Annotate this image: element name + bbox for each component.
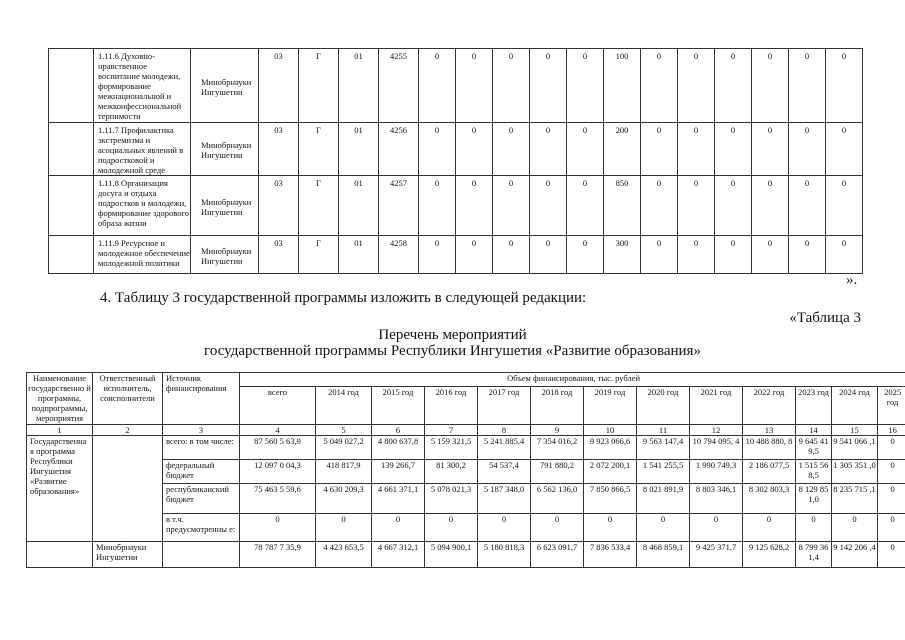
funding-value: 9 923 066,6: [584, 436, 637, 460]
funding-value: 9 563 147,4: [637, 436, 690, 460]
value-cell: 0: [530, 123, 567, 176]
funding-value: 75 463 5 59,6: [240, 484, 316, 514]
funding-value: 5 187 348,0: [478, 484, 531, 514]
header-year: 2024 год: [832, 387, 878, 425]
column-number: 12: [690, 425, 743, 436]
funding-value: 5 159 321,5: [425, 436, 478, 460]
column-number: 14: [796, 425, 832, 436]
value-cell: 0: [456, 236, 493, 274]
column-number: 10: [584, 425, 637, 436]
funding-value: 1 541 255,5: [637, 460, 690, 484]
column-number: 16: [878, 425, 905, 436]
measure-name: 1.11.9 Ресурсное и молодежное обеспечение молодежной политики: [94, 236, 191, 274]
responsible-executor: Минобрнауки Ингушетии: [191, 49, 259, 123]
value-cell: 0: [826, 236, 863, 274]
value-cell: 0: [419, 49, 456, 123]
funding-value: 0: [690, 514, 743, 542]
header-year: 2021 год: [690, 387, 743, 425]
funding-value: 4 800 637,8: [372, 436, 425, 460]
code-cell: 01: [339, 123, 379, 176]
top-table-row: [49, 123, 863, 176]
funding-value: 0: [743, 514, 796, 542]
executor-value: 9 425 371,7: [690, 542, 743, 568]
column-number: 3: [163, 425, 240, 436]
value-cell: 0: [715, 49, 752, 123]
header-year: 2015 год: [372, 387, 425, 425]
funding-value: 0: [425, 514, 478, 542]
column-number: 13: [743, 425, 796, 436]
funding-value: 0: [478, 514, 531, 542]
top-table-row: [49, 176, 863, 236]
value-cell: 0: [493, 123, 530, 176]
measure-name: 1.11.7 Профилактика экстремизма и асоциальных явлений в подростковой и молодежной среде: [94, 123, 191, 176]
header-year: 2018 год: [531, 387, 584, 425]
value-cell: 0: [715, 123, 752, 176]
value-cell: 0: [493, 176, 530, 236]
funding-value: 418 817,9: [316, 460, 372, 484]
funding-value: 81 300,2: [425, 460, 478, 484]
value-cell: 0: [715, 176, 752, 236]
value-cell: 0: [826, 49, 863, 123]
value-cell: 0: [567, 123, 604, 176]
code-cell: 03: [259, 123, 299, 176]
funding-value: 10 794 095, 4: [690, 436, 743, 460]
column-number: 15: [832, 425, 878, 436]
funding-value: 0: [878, 514, 905, 542]
funding-value: 139 266,7: [372, 460, 425, 484]
funding-value: 0: [372, 514, 425, 542]
value-cell: 0: [826, 123, 863, 176]
code-cell: 01: [339, 236, 379, 274]
funding-row: [27, 436, 905, 460]
funding-value: 0: [316, 514, 372, 542]
funding-source: в т.ч. предусмотренны е:: [163, 514, 240, 542]
value-cell: 0: [530, 236, 567, 274]
value-cell: 0: [530, 176, 567, 236]
top-blank-cell: [49, 176, 94, 236]
responsible-executor: Минобрнауки Ингушетии: [191, 176, 259, 236]
funding-value: 4 630 209,3: [316, 484, 372, 514]
table-label: «Таблица 3: [789, 310, 861, 326]
value-cell: 0: [567, 176, 604, 236]
funding-value: 0: [240, 514, 316, 542]
amendment-paragraph: 4. Таблицу 3 государственной программы изложить в следующей редакции:: [100, 290, 587, 306]
column-number: 4: [240, 425, 316, 436]
value-cell: 0: [789, 49, 826, 123]
funding-value: 8 129 85 1,0: [796, 484, 832, 514]
main-table: [26, 372, 905, 568]
code-cell: Г: [299, 49, 339, 123]
code-cell: Г: [299, 123, 339, 176]
code-cell: Г: [299, 236, 339, 274]
column-number: 2: [93, 425, 163, 436]
code-cell: 01: [339, 176, 379, 236]
value-cell: 0: [530, 49, 567, 123]
funding-source: федеральный бюджет: [163, 460, 240, 484]
funding-value: 1 515 56 8,5: [796, 460, 832, 484]
funding-value: 6 562 136,0: [531, 484, 584, 514]
header-year: 2020 год: [637, 387, 690, 425]
header-source: Источник финансирования: [163, 373, 240, 425]
quote-end: ».: [846, 272, 858, 288]
column-number: 7: [425, 425, 478, 436]
value-cell: 0: [752, 236, 789, 274]
column-number: 11: [637, 425, 690, 436]
top-table: [48, 48, 863, 274]
funding-value: 8 235 715 ,1: [832, 484, 878, 514]
value-cell: 0: [715, 236, 752, 274]
code-cell: 4255: [379, 49, 419, 123]
value-cell: 0: [789, 176, 826, 236]
funding-value: 0: [878, 484, 905, 514]
header-total: всего: [240, 387, 316, 425]
funding-value: 1 305 351 ,0: [832, 460, 878, 484]
code-cell: 4257: [379, 176, 419, 236]
value-cell: 0: [493, 49, 530, 123]
value-cell: 0: [493, 236, 530, 274]
funding-source: республиканский бюджет: [163, 484, 240, 514]
executor-name: Минобрнауки Ингушетии: [93, 542, 163, 568]
code-cell: 4256: [379, 123, 419, 176]
value-cell: 0: [678, 49, 715, 123]
header-year: 2025 год: [878, 387, 905, 425]
responsible-executor: Минобрнауки Ингушетии: [191, 123, 259, 176]
funding-value: 2 072 200,1: [584, 460, 637, 484]
funding-value: 8 302 803,3: [743, 484, 796, 514]
top-table-row: [49, 236, 863, 274]
funding-value: 8 021 891,9: [637, 484, 690, 514]
value-cell: 850: [604, 176, 641, 236]
table-title-line2: государственной программы Республики Ингушетия «Развитие образования»: [204, 343, 701, 359]
executor-value: 9 142 206 ,4: [832, 542, 878, 568]
funding-value: 0: [531, 514, 584, 542]
value-cell: 0: [789, 236, 826, 274]
header-year: 2019 год: [584, 387, 637, 425]
executor-value: 7 836 533,4: [584, 542, 637, 568]
value-cell: 0: [419, 176, 456, 236]
value-cell: 0: [752, 176, 789, 236]
value-cell: 0: [456, 123, 493, 176]
measure-name: 1.11.6 Духовно-нравственное воспитание молодежи, формирование межнациональной и межконфессиональной терпимости: [94, 49, 191, 123]
value-cell: 100: [604, 49, 641, 123]
funding-value: 0: [878, 460, 905, 484]
value-cell: 0: [641, 49, 678, 123]
value-cell: 0: [752, 123, 789, 176]
funding-value: 0: [878, 436, 905, 460]
value-cell: 0: [789, 123, 826, 176]
funding-value: 4 661 371,1: [372, 484, 425, 514]
header-year: 2022 год: [743, 387, 796, 425]
funding-value: 2 186 077,5: [743, 460, 796, 484]
value-cell: 0: [678, 123, 715, 176]
value-cell: 0: [641, 123, 678, 176]
funding-value: 0: [584, 514, 637, 542]
header-name: Наименование государственно й программы, подпрограммы, мероприятия: [28, 373, 91, 423]
value-cell: 0: [641, 236, 678, 274]
top-table-row: [49, 49, 863, 123]
value-cell: 0: [419, 123, 456, 176]
value-cell: 200: [604, 123, 641, 176]
measure-name: 1.11.8 Организация досуга и отдыха подростков и молодежи, формирование здорового образа жизни: [94, 176, 191, 236]
code-cell: 01: [339, 49, 379, 123]
funding-value: 0: [796, 514, 832, 542]
value-cell: 0: [419, 236, 456, 274]
funding-value: 87 560 5 63,9: [240, 436, 316, 460]
value-cell: 0: [641, 176, 678, 236]
value-cell: 0: [567, 236, 604, 274]
executor-value: 0: [878, 542, 905, 568]
executor-value: 5 094 900,1: [425, 542, 478, 568]
funding-value: 1 990 749,3: [690, 460, 743, 484]
column-number: 5: [316, 425, 372, 436]
executor-row: [27, 542, 905, 568]
code-cell: 03: [259, 49, 299, 123]
funding-value: 791 880,2: [531, 460, 584, 484]
executor-value: 6 623 091,7: [531, 542, 584, 568]
executor-value: 5 180 818,3: [478, 542, 531, 568]
funding-value: 7 850 866,5: [584, 484, 637, 514]
funding-source: всего: в том числе:: [163, 436, 240, 460]
executor-source-blank: [163, 542, 240, 568]
value-cell: 0: [567, 49, 604, 123]
value-cell: 0: [678, 176, 715, 236]
funding-value: 0: [637, 514, 690, 542]
header-responsible: Ответственный исполнитель, соисполнители: [93, 373, 163, 425]
header-year: 2023 год: [796, 387, 832, 425]
value-cell: 0: [678, 236, 715, 274]
funding-value: 9 541 066 ,1: [832, 436, 878, 460]
funding-value: 12 097 0 04,3: [240, 460, 316, 484]
value-cell: 0: [456, 49, 493, 123]
header-year: 2016 год: [425, 387, 478, 425]
header-year: 2017 год: [478, 387, 531, 425]
code-cell: 03: [259, 176, 299, 236]
value-cell: 0: [826, 176, 863, 236]
column-number: 9: [531, 425, 584, 436]
column-number: 1: [27, 425, 93, 436]
top-blank-cell: [49, 49, 94, 123]
program-name-continued: [27, 542, 93, 568]
funding-value: 10 488 880, 8: [743, 436, 796, 460]
funding-value: 5 049 027,2: [316, 436, 372, 460]
funding-value: 7 354 016,2: [531, 436, 584, 460]
responsible-executor: Минобрнауки Ингушетии: [191, 236, 259, 274]
code-cell: Г: [299, 176, 339, 236]
funding-value: 9 645 41 9,5: [796, 436, 832, 460]
code-cell: 03: [259, 236, 299, 274]
header-year: 2014 год: [316, 387, 372, 425]
executor-value: 9 125 628,2: [743, 542, 796, 568]
table-title-line1: Перечень мероприятий: [378, 327, 527, 343]
column-number: 8: [478, 425, 531, 436]
program-name: Государственна я программа Республики Ингушетия «Развитие образования»: [27, 436, 93, 542]
column-number: 6: [372, 425, 425, 436]
top-blank-cell: [49, 123, 94, 176]
funding-value: 5 078 021,3: [425, 484, 478, 514]
executor-value: 8 468 859,1: [637, 542, 690, 568]
header-volume: Объем финансирования, тыс. рублей: [240, 373, 905, 387]
funding-value: 0: [832, 514, 878, 542]
executor-value: 8 799 36 1,4: [796, 542, 832, 568]
code-cell: 4258: [379, 236, 419, 274]
top-blank-cell: [49, 236, 94, 274]
executor-value: 4 423 653,5: [316, 542, 372, 568]
value-cell: 300: [604, 236, 641, 274]
executor-value: 78 787 7 35,9: [240, 542, 316, 568]
executor-value: 4 667 312,1: [372, 542, 425, 568]
funding-value: 5 241 885,4: [478, 436, 531, 460]
funding-value: 8 803 346,1: [690, 484, 743, 514]
funding-value: 54 537,4: [478, 460, 531, 484]
responsible-blank: [93, 436, 163, 542]
value-cell: 0: [752, 49, 789, 123]
value-cell: 0: [456, 176, 493, 236]
